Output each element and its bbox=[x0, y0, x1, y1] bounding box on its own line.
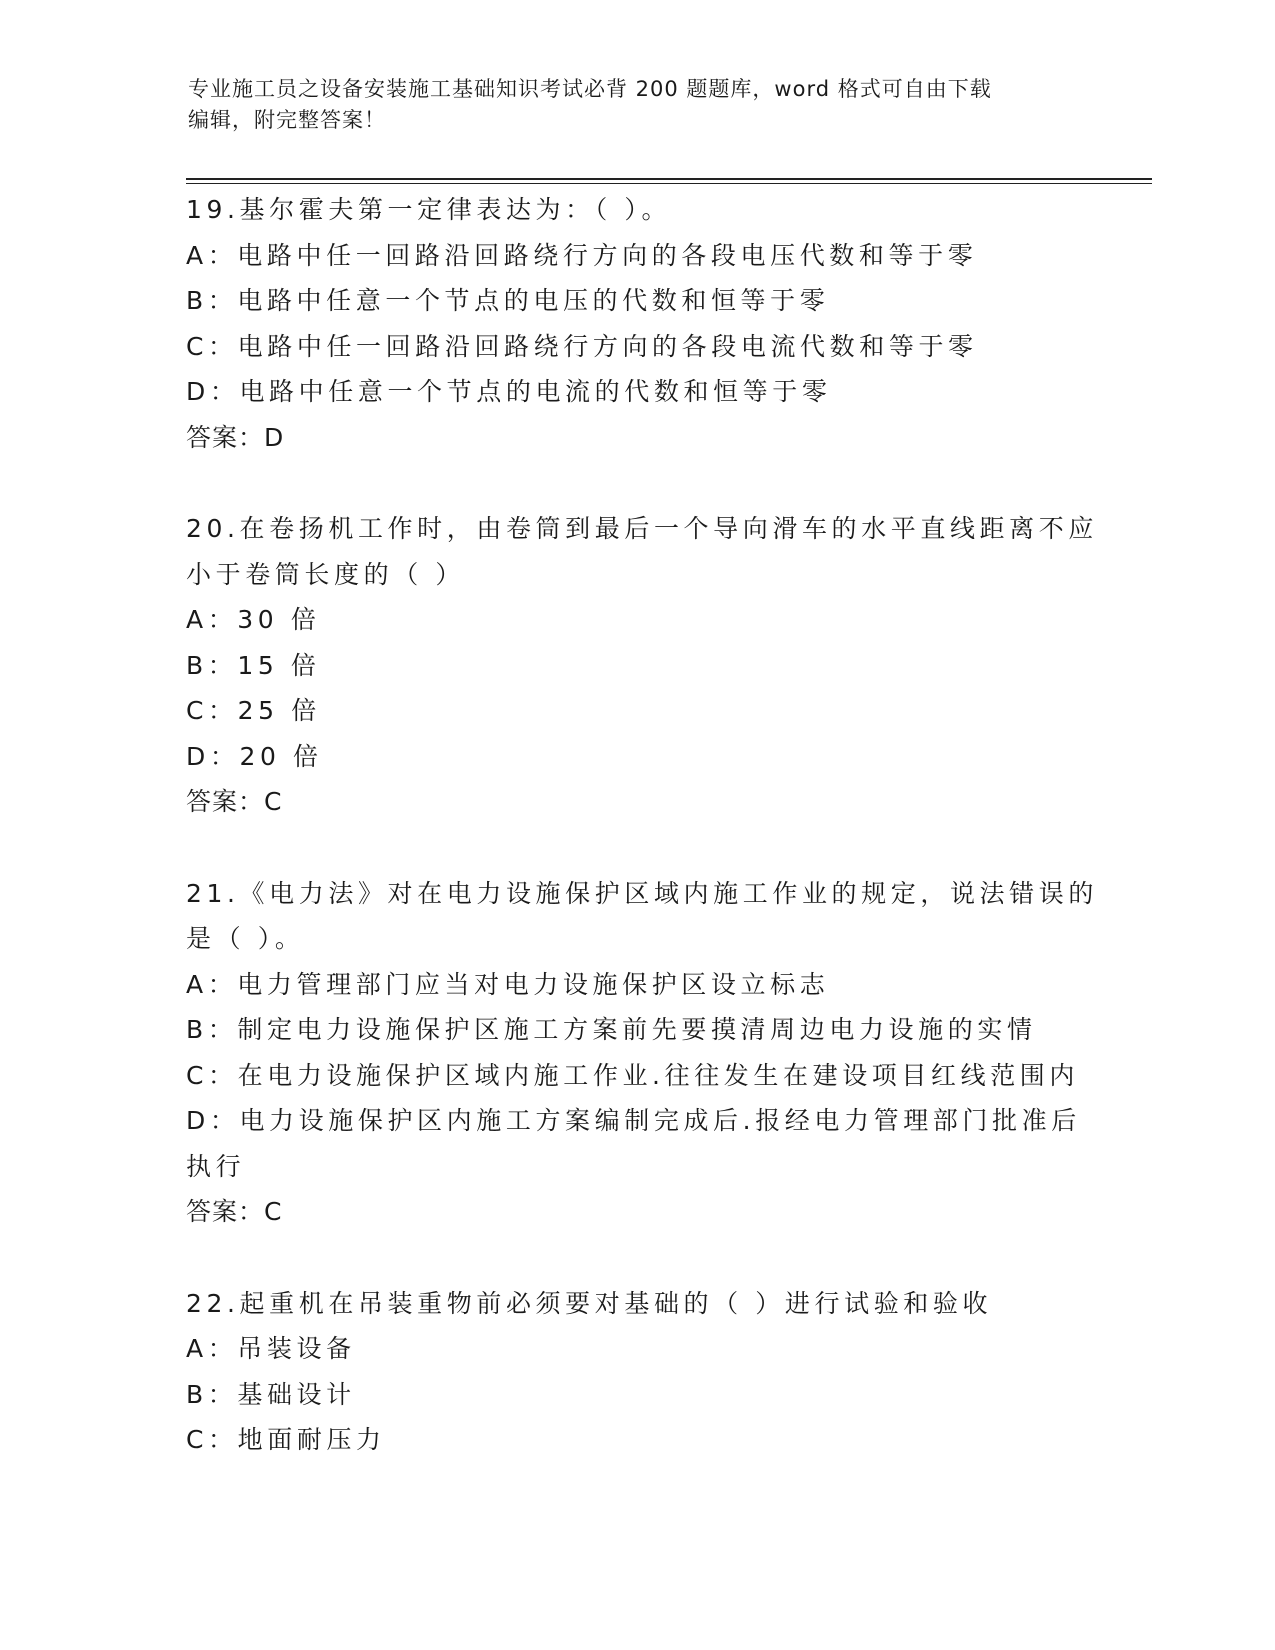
option-a: A：吊装设备 bbox=[186, 1334, 356, 1363]
answer: 答案：C bbox=[186, 787, 283, 816]
option-d: D：电路中任意一个节点的电流的代数和恒等于零 bbox=[186, 377, 832, 406]
header-divider-thick bbox=[186, 178, 1152, 180]
question-21 bbox=[186, 871, 1098, 1235]
question-22 bbox=[186, 1281, 1086, 1463]
option-b: B：电路中任意一个节点的电压的代数和恒等于零 bbox=[186, 286, 830, 315]
option-d: D：20 倍 bbox=[186, 741, 323, 771]
header-line: 专业施工员之设备安装施工基础知识考试必背 200 题题库，word 格式可自由下载 bbox=[188, 77, 992, 101]
option-c: C：地面耐压力 bbox=[186, 1425, 386, 1454]
question-stem-continued: 是（ ）。 bbox=[186, 924, 305, 953]
question-list bbox=[186, 187, 1098, 1463]
answer: 答案：D bbox=[186, 422, 285, 452]
question-stem: 20.在卷扬机工作时，由卷筒到最后一个导向滑车的水平直线距离不应 bbox=[186, 514, 1098, 543]
option-d: D：电力设施保护区内施工方案编制完成后.报经电力管理部门批准后 bbox=[186, 1106, 1081, 1135]
question-stem: 19.基尔霍夫第一定律表达为：（ ）。 bbox=[186, 195, 672, 224]
header-line: 编辑，附完整答案！ bbox=[188, 108, 386, 132]
header-divider-thin bbox=[186, 183, 1152, 184]
option-b: B：15 倍 bbox=[186, 650, 321, 680]
option-c: C：在电力设施保护区域内施工作业.往往发生在建设项目红线范围内 bbox=[186, 1060, 1080, 1090]
question-stem-continued: 小于卷筒长度的（ ） bbox=[186, 559, 465, 589]
option-a: A：电路中任一回路沿回路绕行方向的各段电压代数和等于零 bbox=[186, 240, 978, 270]
question-stem: 22.起重机在吊装重物前必须要对基础的（ ）进行试验和验收 bbox=[186, 1288, 993, 1318]
question-19 bbox=[186, 187, 1086, 460]
question-spacer bbox=[186, 1235, 1086, 1281]
answer: 答案：C bbox=[186, 1197, 283, 1226]
question-spacer bbox=[186, 460, 1086, 506]
question-spacer bbox=[186, 825, 1086, 871]
option-c: C：25 倍 bbox=[186, 696, 321, 725]
option-a: A：电力管理部门应当对电力设施保护区设立标志 bbox=[186, 969, 830, 999]
option-b: B：基础设计 bbox=[186, 1379, 356, 1409]
question-20 bbox=[186, 506, 1098, 825]
document-header bbox=[188, 74, 1088, 136]
option-d-continued: 执行 bbox=[186, 1151, 246, 1181]
option-b: B：制定电力设施保护区施工方案前先要摸清周边电力设施的实情 bbox=[186, 1015, 1037, 1044]
option-a: A：30 倍 bbox=[186, 605, 321, 634]
question-stem: 21.《电力法》对在电力设施保护区域内施工作业的规定，说法错误的 bbox=[186, 878, 1098, 908]
option-c: C：电路中任一回路沿回路绕行方向的各段电流代数和等于零 bbox=[186, 331, 978, 361]
